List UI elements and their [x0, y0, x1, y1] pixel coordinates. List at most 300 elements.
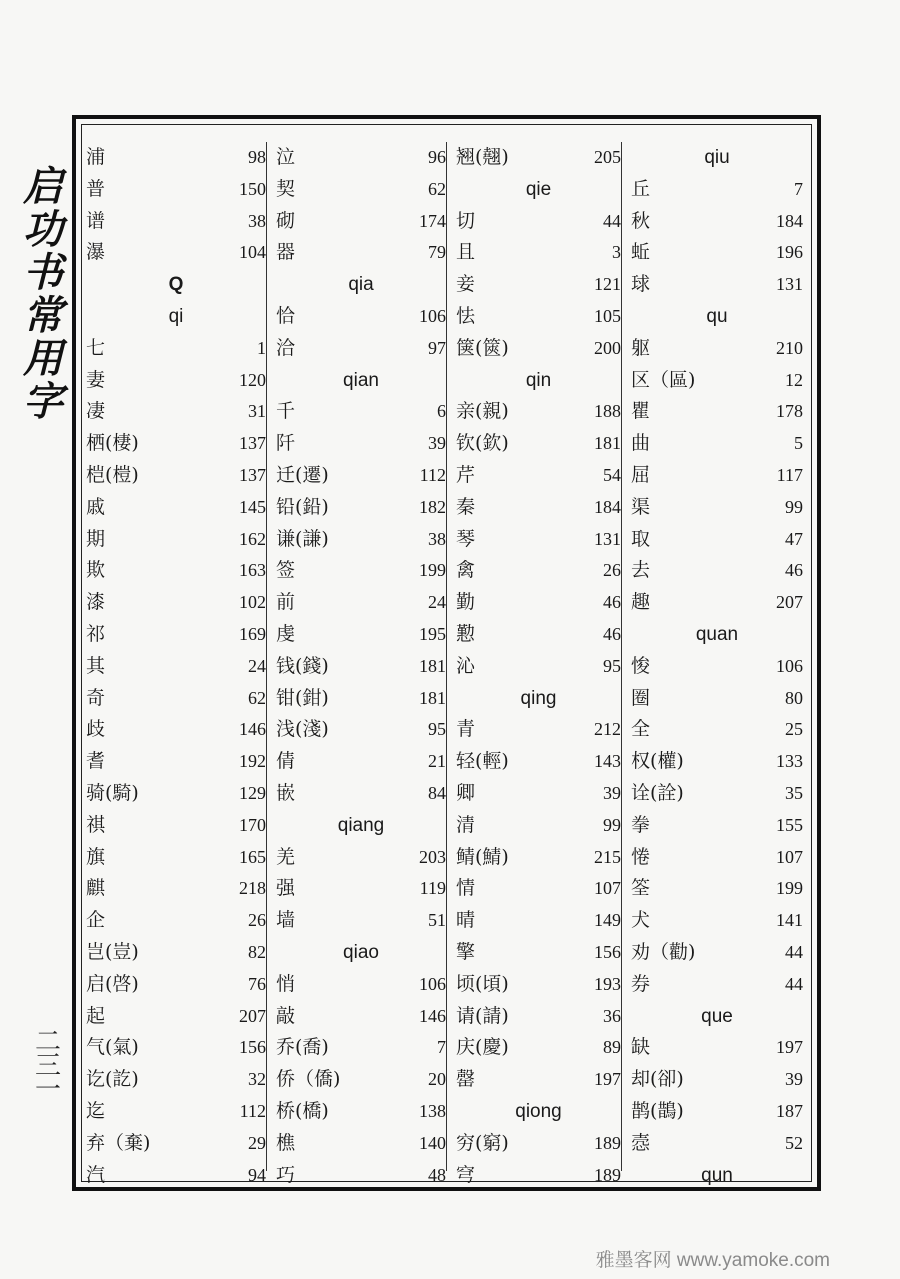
index-entry — [631, 1032, 803, 1064]
index-entry — [456, 842, 621, 874]
entry-character: 前 — [276, 591, 296, 614]
entry-page-number: 39 — [785, 1069, 803, 1090]
entry-character: 歧 — [86, 718, 106, 741]
entry-character: 悫 — [631, 1131, 651, 1154]
entry-character: 敲 — [276, 1004, 296, 1027]
entry-character: 岂(豈) — [86, 940, 139, 963]
entry-character: 启(啓) — [86, 972, 139, 995]
index-entry — [86, 524, 266, 556]
entry-character: 桥(橋) — [276, 1099, 329, 1122]
index-entry — [631, 587, 803, 619]
index-entry — [456, 206, 621, 238]
pinyin-heading — [631, 619, 803, 651]
index-entry — [631, 1128, 803, 1160]
index-entry — [276, 301, 446, 333]
entry-character: 悄 — [276, 972, 296, 995]
index-entry — [276, 873, 446, 905]
entry-page-number: 12 — [785, 369, 803, 390]
entry-page-number: 95 — [428, 719, 446, 740]
entry-character: 谱 — [86, 209, 106, 232]
index-entry — [456, 810, 621, 842]
index-entry — [631, 746, 803, 778]
entry-page-number: 46 — [785, 560, 803, 581]
entry-character: 穹 — [456, 1163, 476, 1186]
index-entry — [276, 1032, 446, 1064]
entry-page-number: 79 — [428, 242, 446, 263]
entry-page-number: 38 — [248, 210, 266, 231]
index-entry — [456, 237, 621, 269]
index-entry — [276, 492, 446, 524]
index-entry — [86, 1001, 266, 1033]
index-entry — [276, 524, 446, 556]
pinyin-heading-text: qing — [520, 687, 557, 709]
entry-page-number: 62 — [248, 687, 266, 708]
index-entry — [86, 428, 266, 460]
title-glyph: 书 — [23, 249, 63, 296]
index-entry — [456, 269, 621, 301]
entry-character: 箧(篋) — [456, 336, 509, 359]
index-entry — [631, 365, 803, 397]
entry-character: 谦(謙) — [276, 527, 329, 550]
index-entry — [86, 1064, 266, 1096]
entry-character: 圈 — [631, 686, 651, 709]
index-entry — [456, 1160, 621, 1192]
entry-character: 嵌 — [276, 781, 296, 804]
entry-page-number: 145 — [239, 496, 266, 517]
entry-page-number: 112 — [419, 464, 446, 485]
letter-heading-text: Q — [168, 274, 184, 296]
index-entry — [456, 937, 621, 969]
entry-page-number: 3 — [612, 242, 621, 263]
index-entry — [276, 619, 446, 651]
page-number-glyph: 二 — [34, 1027, 61, 1057]
entry-page-number: 137 — [239, 464, 266, 485]
index-entry — [631, 333, 803, 365]
entry-page-number: 197 — [776, 1037, 803, 1058]
index-entry — [276, 1001, 446, 1033]
index-entry — [456, 555, 621, 587]
index-entry — [456, 969, 621, 1001]
entry-character: 懃 — [456, 622, 476, 645]
index-entry — [456, 492, 621, 524]
index-entry — [456, 651, 621, 683]
index-entry — [631, 651, 803, 683]
index-column-1 — [86, 142, 267, 1186]
entry-character: 钦(欽) — [456, 432, 509, 455]
entry-page-number: 131 — [776, 274, 803, 295]
entry-page-number: 174 — [419, 210, 446, 231]
entry-character: 区（區) — [631, 368, 696, 391]
index-entry — [276, 1128, 446, 1160]
entry-character: 桤(榿) — [86, 463, 139, 486]
entry-character: 鹊(鵲) — [631, 1099, 684, 1122]
entry-character: 庆(慶) — [456, 1036, 509, 1059]
entry-character: 诠(詮) — [631, 781, 684, 804]
entry-page-number: 182 — [419, 496, 446, 517]
entry-page-number: 143 — [594, 751, 621, 772]
index-entry — [631, 683, 803, 715]
index-entry — [86, 460, 266, 492]
page-number-glyph: 三 — [34, 1051, 61, 1081]
index-entry — [276, 651, 446, 683]
index-entry — [276, 428, 446, 460]
index-entry — [456, 460, 621, 492]
entry-character: 穷(窮) — [456, 1131, 509, 1154]
entry-character: 亲(親) — [456, 400, 509, 423]
entry-page-number: 7 — [794, 178, 803, 199]
index-entry — [86, 683, 266, 715]
entry-page-number: 189 — [594, 1164, 621, 1185]
pinyin-heading — [631, 301, 803, 333]
entry-character: 迁(遷) — [276, 463, 329, 486]
page-number-glyph: 一 — [34, 1075, 61, 1105]
index-entry — [456, 333, 621, 365]
entry-page-number: 138 — [419, 1100, 446, 1121]
entry-character: 祁 — [86, 622, 106, 645]
entry-character: 其 — [86, 654, 106, 677]
entry-character: 晴 — [456, 909, 476, 932]
index-entry — [456, 428, 621, 460]
index-entry — [276, 1096, 446, 1128]
index-entry — [456, 587, 621, 619]
index-entry — [276, 460, 446, 492]
title-glyph: 功 — [23, 206, 63, 253]
index-entry — [631, 778, 803, 810]
entry-page-number: 29 — [248, 1132, 266, 1153]
entry-character: 旗 — [86, 845, 106, 868]
index-entry — [276, 587, 446, 619]
entry-page-number: 99 — [603, 814, 621, 835]
entry-character: 丘 — [631, 177, 651, 200]
pinyin-heading-text: qin — [525, 369, 552, 391]
entry-character: 瞿 — [631, 400, 651, 423]
index-entry — [86, 237, 266, 269]
entry-page-number: 150 — [239, 178, 266, 199]
index-entry — [276, 746, 446, 778]
entry-character: 瀑 — [86, 241, 106, 264]
index-entry — [631, 524, 803, 556]
entry-character: 犬 — [631, 909, 651, 932]
entry-character: 漆 — [86, 591, 106, 614]
entry-character: 切 — [456, 209, 476, 232]
entry-page-number: 165 — [239, 846, 266, 867]
entry-page-number: 137 — [239, 433, 266, 454]
index-entry — [276, 174, 446, 206]
entry-page-number: 133 — [776, 751, 803, 772]
entry-page-number: 39 — [603, 782, 621, 803]
entry-character: 青 — [456, 718, 476, 741]
pinyin-heading — [456, 683, 621, 715]
entry-page-number: 1 — [257, 337, 266, 358]
entry-character: 趣 — [631, 591, 651, 614]
index-entry — [276, 142, 446, 174]
index-entry — [86, 842, 266, 874]
index-entry — [631, 555, 803, 587]
entry-page-number: 84 — [428, 782, 446, 803]
watermark: 雅墨客网 www.yamoke.com — [595, 1250, 830, 1271]
entry-character: 千 — [276, 400, 296, 423]
entry-character: 沁 — [456, 654, 476, 677]
entry-character: 凄 — [86, 400, 106, 423]
entry-page-number: 97 — [428, 337, 446, 358]
entry-character: 劝（勸) — [631, 940, 696, 963]
letter-heading — [86, 269, 266, 301]
entry-character: 全 — [631, 718, 651, 741]
pinyin-heading — [456, 365, 621, 397]
index-entry — [276, 969, 446, 1001]
entry-character: 讫(訖) — [86, 1068, 139, 1091]
entry-page-number: 107 — [594, 878, 621, 899]
entry-character: 普 — [86, 177, 106, 200]
entry-character: 取 — [631, 527, 651, 550]
entry-page-number: 200 — [594, 337, 621, 358]
entry-page-number: 181 — [419, 655, 446, 676]
pinyin-heading-text: qian — [343, 369, 379, 391]
pinyin-heading — [631, 1001, 803, 1033]
entry-page-number: 95 — [603, 655, 621, 676]
index-entry — [456, 301, 621, 333]
index-entry — [456, 396, 621, 428]
index-entry — [276, 778, 446, 810]
entry-character: 起 — [86, 1004, 106, 1027]
entry-character: 卿 — [456, 781, 476, 804]
entry-page-number: 48 — [428, 1164, 446, 1185]
index-entry — [86, 651, 266, 683]
index-entry — [456, 1128, 621, 1160]
entry-page-number: 38 — [428, 528, 446, 549]
entry-page-number: 121 — [594, 274, 621, 295]
index-entry — [456, 1064, 621, 1096]
entry-page-number: 140 — [419, 1132, 446, 1153]
pinyin-heading — [276, 810, 446, 842]
index-entry — [86, 969, 266, 1001]
entry-page-number: 98 — [248, 147, 266, 167]
pinyin-heading-text: qia — [348, 274, 374, 296]
pinyin-heading — [276, 269, 446, 301]
pinyin-heading-text: qi — [168, 305, 184, 327]
entry-page-number: 76 — [248, 973, 266, 994]
entry-page-number: 89 — [603, 1037, 621, 1058]
index-entry — [276, 396, 446, 428]
index-entry — [86, 873, 266, 905]
pinyin-heading-text: qiu — [704, 147, 730, 168]
entry-page-number: 120 — [239, 369, 266, 390]
entry-page-number: 205 — [594, 147, 621, 167]
entry-character: 去 — [631, 559, 651, 582]
index-entry — [631, 1064, 803, 1096]
entry-page-number: 181 — [419, 687, 446, 708]
index-entry — [456, 873, 621, 905]
entry-character: 芹 — [456, 463, 476, 486]
entry-page-number: 131 — [594, 528, 621, 549]
entry-page-number: 207 — [776, 592, 803, 613]
entry-page-number: 141 — [776, 910, 803, 931]
entry-character: 耆 — [86, 750, 106, 773]
entry-character: 请(請) — [456, 1004, 509, 1027]
entry-page-number: 181 — [594, 433, 621, 454]
entry-character: 鲭(鯖) — [456, 845, 509, 868]
entry-page-number: 163 — [239, 560, 266, 581]
entry-page-number: 197 — [594, 1069, 621, 1090]
entry-character: 拳 — [631, 813, 651, 836]
pinyin-heading — [631, 142, 803, 174]
index-entry — [631, 842, 803, 874]
pinyin-heading-text: qun — [701, 1164, 733, 1186]
entry-character: 七 — [86, 336, 106, 359]
index-entry — [456, 619, 621, 651]
entry-page-number: 195 — [419, 623, 446, 644]
entry-page-number: 99 — [785, 496, 803, 517]
title-glyph: 用 — [23, 335, 63, 382]
pinyin-heading — [631, 1160, 803, 1192]
index-entry — [631, 396, 803, 428]
index-entry — [86, 174, 266, 206]
entry-page-number: 156 — [239, 1037, 266, 1058]
entry-character: 且 — [456, 241, 476, 264]
entry-character: 乔(喬) — [276, 1036, 329, 1059]
index-entry — [86, 142, 266, 174]
pinyin-heading-text: qiang — [337, 814, 385, 836]
book-title — [18, 165, 68, 423]
entry-page-number: 199 — [776, 878, 803, 899]
index-entry — [456, 524, 621, 556]
entry-character: 惓 — [631, 845, 651, 868]
index-entry — [86, 778, 266, 810]
entry-page-number: 187 — [776, 1100, 803, 1121]
entry-page-number: 104 — [239, 242, 266, 263]
entry-character: 欺 — [86, 559, 106, 582]
entry-page-number: 156 — [594, 941, 621, 962]
entry-page-number: 21 — [428, 751, 446, 772]
entry-page-number: 94 — [248, 1164, 266, 1185]
entry-character: 妾 — [456, 273, 476, 296]
entry-page-number: 102 — [239, 592, 266, 613]
entry-character: 汽 — [86, 1163, 106, 1186]
entry-character: 戚 — [86, 495, 106, 518]
entry-character: 骑(騎) — [86, 781, 139, 804]
pinyin-heading-text: quan — [695, 623, 739, 645]
entry-character: 期 — [86, 527, 106, 550]
entry-character: 弃（棄) — [86, 1131, 151, 1154]
entry-page-number: 31 — [248, 401, 266, 422]
entry-character: 铅(鉛) — [276, 495, 329, 518]
index-entry — [276, 714, 446, 746]
entry-page-number: 54 — [603, 464, 621, 485]
entry-page-number: 44 — [785, 941, 803, 962]
index-column-4 — [631, 142, 803, 1186]
index-entry — [631, 969, 803, 1001]
entry-page-number: 96 — [428, 147, 446, 167]
entry-character: 屈 — [631, 463, 651, 486]
pinyin-heading — [276, 365, 446, 397]
entry-character: 琴 — [456, 527, 476, 550]
title-glyph: 字 — [23, 378, 63, 425]
index-entry — [86, 492, 266, 524]
entry-page-number: 196 — [776, 242, 803, 263]
entry-page-number: 82 — [248, 941, 266, 962]
index-entry — [631, 810, 803, 842]
entry-character: 罄 — [456, 1068, 476, 1091]
entry-character: 浦 — [86, 146, 106, 168]
entry-page-number: 189 — [594, 1132, 621, 1153]
index-entry — [86, 619, 266, 651]
index-entry — [276, 842, 446, 874]
entry-page-number: 210 — [776, 337, 803, 358]
index-entry — [631, 873, 803, 905]
entry-page-number: 51 — [428, 910, 446, 931]
index-entry — [276, 683, 446, 715]
entry-page-number: 46 — [603, 623, 621, 644]
index-entry — [631, 714, 803, 746]
entry-character: 泣 — [276, 146, 296, 168]
entry-character: 秋 — [631, 209, 651, 232]
entry-page-number: 26 — [248, 910, 266, 931]
entry-character: 企 — [86, 909, 106, 932]
entry-character: 怯 — [456, 304, 476, 327]
title-glyph: 启 — [23, 163, 63, 210]
entry-page-number: 80 — [785, 687, 803, 708]
index-entry — [631, 492, 803, 524]
index-entry — [631, 206, 803, 238]
entry-page-number: 46 — [603, 592, 621, 613]
index-entry — [456, 746, 621, 778]
entry-page-number: 20 — [428, 1069, 446, 1090]
entry-character: 券 — [631, 972, 651, 995]
entry-page-number: 184 — [594, 496, 621, 517]
entry-character: 侨（僑) — [276, 1068, 341, 1091]
entry-page-number: 119 — [419, 878, 446, 899]
pinyin-heading — [456, 1096, 621, 1128]
entry-page-number: 155 — [776, 814, 803, 835]
entry-character: 顷(頃) — [456, 972, 509, 995]
entry-character: 轻(輕) — [456, 750, 509, 773]
entry-page-number: 199 — [419, 560, 446, 581]
entry-character: 虔 — [276, 622, 296, 645]
entry-page-number: 184 — [776, 210, 803, 231]
entry-character: 球 — [631, 273, 651, 296]
entry-page-number: 170 — [239, 814, 266, 835]
entry-page-number: 149 — [594, 910, 621, 931]
entry-character: 妻 — [86, 368, 106, 391]
entry-page-number: 203 — [419, 846, 446, 867]
entry-character: 契 — [276, 177, 296, 200]
index-entry — [86, 746, 266, 778]
entry-page-number: 169 — [239, 623, 266, 644]
pinyin-heading-text: que — [701, 1005, 733, 1027]
index-entry — [631, 905, 803, 937]
index-entry — [631, 1096, 803, 1128]
entry-page-number: 146 — [419, 1005, 446, 1026]
entry-page-number: 47 — [785, 528, 803, 549]
entry-page-number: 62 — [428, 178, 446, 199]
entry-character: 筌 — [631, 877, 651, 900]
index-entry — [86, 555, 266, 587]
entry-page-number: 36 — [603, 1005, 621, 1026]
entry-character: 器 — [276, 241, 296, 264]
entry-character: 清 — [456, 813, 476, 836]
entry-page-number: 193 — [594, 973, 621, 994]
entry-character: 悛 — [631, 654, 651, 677]
entry-page-number: 25 — [785, 719, 803, 740]
entry-page-number: 39 — [428, 433, 446, 454]
index-column-3 — [456, 142, 622, 1186]
index-entry — [86, 714, 266, 746]
entry-character: 麒 — [86, 877, 106, 900]
entry-page-number: 5 — [794, 433, 803, 454]
entry-character: 勤 — [456, 591, 476, 614]
entry-character: 曲 — [631, 432, 651, 455]
index-entry — [276, 237, 446, 269]
